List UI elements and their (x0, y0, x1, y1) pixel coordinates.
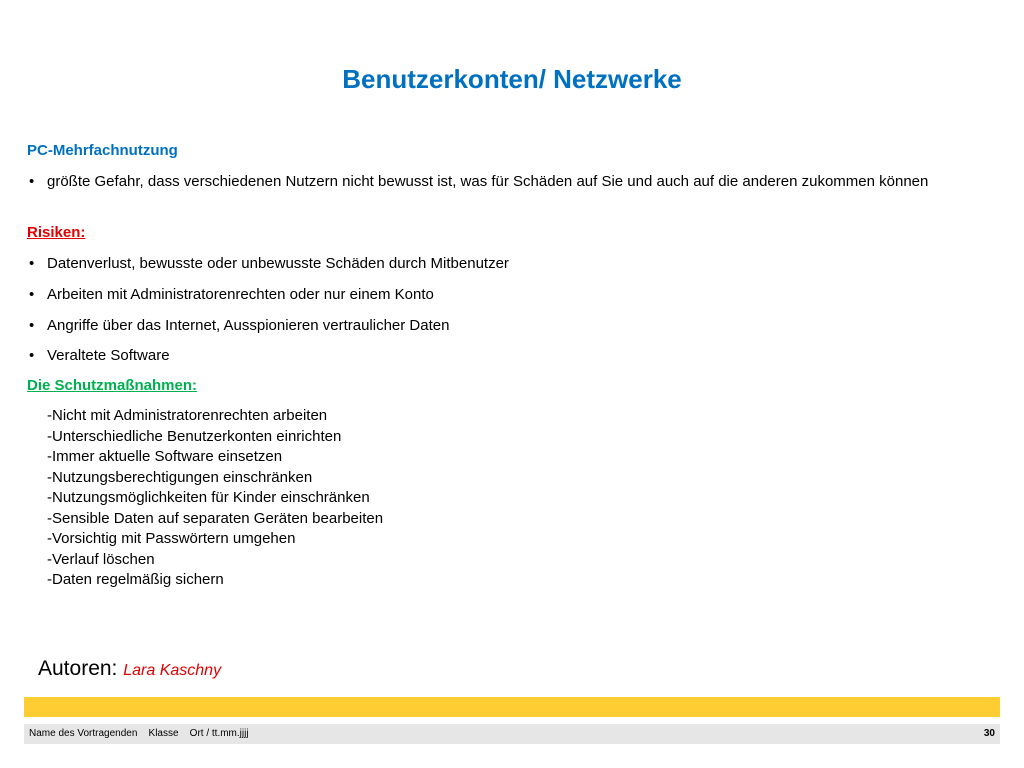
bullet-symbol: • (29, 317, 35, 334)
bullet-item (27, 253, 1002, 274)
author-name: Lara Kaschny (123, 662, 222, 679)
measure-item: -Nutzungsberechtigungen einschränken (47, 468, 313, 486)
measure-item: -Daten regelmäßig sichern (47, 571, 224, 588)
accent-bar (24, 697, 1000, 717)
authors-label: Autoren: (38, 657, 118, 680)
page-number: 30 (983, 728, 995, 739)
measure-item: -Verlauf löschen (47, 550, 155, 568)
bullet-symbol: • (29, 255, 35, 272)
authors-line (38, 657, 221, 681)
measures-list (47, 406, 383, 591)
bullet-item (27, 315, 1002, 336)
bullet-text: größte Gefahr, dass verschiedenen Nutzern nicht bewusst ist, was für Schäden auf Sie und auch auf die anderen zukommen können (47, 173, 929, 190)
measure-item: -Vorsichtig mit Passwörtern umgehen (47, 530, 296, 547)
footer-presenter: Name des Vortragenden (29, 728, 138, 739)
measure-item: -Nutzungsmöglichkeiten für Kinder einschränken (47, 489, 370, 506)
slide-title: Benutzerkonten/ Netzwerke (342, 64, 682, 94)
section-heading-pc-mehrfachnutzung: PC-Mehrfachnutzung (27, 142, 178, 159)
bullet-text: Arbeiten mit Administratorenrechten oder nur einem Konto (47, 286, 434, 303)
section-heading-risiken: Risiken: (27, 224, 86, 241)
bullet-symbol: • (29, 286, 35, 303)
measure-item: -Immer aktuelle Software einsetzen (47, 448, 283, 465)
bullet-symbol: • (29, 173, 35, 190)
footer-bar (24, 724, 1000, 744)
measure-item: -Sensible Daten auf separaten Geräten bearbeiten (47, 509, 384, 527)
footer-info (29, 724, 249, 744)
bullet-item (27, 284, 1002, 305)
measure-item: -Nicht mit Administratorenrechten arbeiten (47, 407, 328, 424)
footer-place-date: Ort / tt.mm.jjjj (189, 728, 249, 739)
footer-class: Klasse (148, 728, 179, 739)
bullet-text: Angriffe über das Internet, Ausspionieren vertraulicher Daten (47, 317, 450, 334)
bullet-text: Datenverlust, bewusste oder unbewusste Schäden durch Mitbenutzer (47, 255, 509, 272)
bullet-text: Veraltete Software (47, 347, 170, 364)
bullet-symbol: • (29, 347, 35, 364)
bullet-item (27, 171, 1002, 192)
section-heading-schutzmassnahmen: Die Schutzmaßnahmen: (27, 377, 198, 394)
measure-item: -Unterschiedliche Benutzerkonten einrichten (47, 427, 342, 445)
bullet-item (27, 345, 1002, 366)
